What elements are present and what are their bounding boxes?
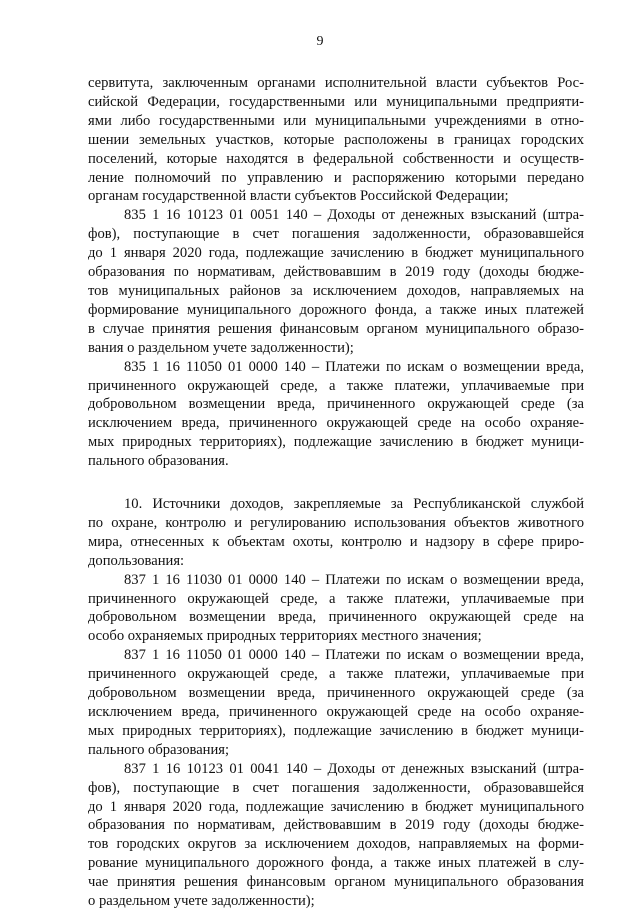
text-line: сийской Федерации, государственными или муниципальными предприяти- [88, 93, 584, 110]
text-line: образования по нормативам, действовавшим в 2019 году (доходы бюдже- [88, 264, 584, 281]
text-line: добровольном возмещении вреда, причиненного окружающей среде (за [88, 396, 584, 413]
text-line: мира, отнесенных к объектам охоты, контролю и надзору в сфере приро- [88, 533, 584, 550]
text-line: ление полномочий по управлению и распоряжению которыми передано [88, 169, 584, 186]
text-line: мых природных территориях), подлежащие зачислению в бюджет муници- [88, 434, 584, 451]
paragraph [88, 74, 584, 206]
text-line: допользования: [88, 552, 185, 569]
text-line: мых природных территориях), подлежащие зачислению в бюджет муници- [88, 722, 584, 739]
paragraph [88, 760, 584, 911]
text-line: добровольном возмещении вреда, причиненного окружающей среде (за [88, 685, 584, 702]
text-line: тов городских округов за исключением доходов, направляемых на форми- [88, 836, 584, 853]
text-line: причиненного окружающей среде, а также платежи, уплачиваемые при [88, 666, 584, 683]
paragraph [88, 358, 584, 471]
text-line: рование муниципального дорожного фонда, а также иных платежей в слу- [88, 855, 584, 872]
text-line: ями либо государственными или муниципальными учреждениями в отно- [88, 112, 584, 129]
text-line: 837 1 16 11050 01 0000 140 – Платежи по искам о возмещении вреда, [124, 647, 584, 664]
text-line: по охране, контролю и регулированию использования объектов животного [88, 514, 584, 531]
page-number: 9 [316, 34, 324, 49]
text-line: до 1 января 2020 года, подлежащие зачислению в бюджет муниципального [88, 798, 584, 815]
text-line: о раздельном учете задолженности); [88, 893, 315, 910]
text-line: пального образования; [88, 741, 230, 758]
text-line: 835 1 16 11050 01 0000 140 – Платежи по искам о возмещении вреда, [124, 358, 584, 375]
text-line: образования по нормативам, действовавшим в 2019 году (доходы бюдже- [88, 817, 584, 834]
paragraph [88, 206, 584, 357]
text-line: 10. Источники доходов, закрепляемые за Республиканской службой [124, 496, 584, 513]
text-line: пального образования. [88, 453, 229, 470]
paragraph-gap [88, 471, 584, 495]
text-line: чае принятия решения финансовым органом муниципального образования [88, 874, 584, 891]
paragraph [88, 646, 584, 759]
text-line: формирование муниципального дорожного фонда, а также иных платежей [88, 301, 584, 318]
text-line: поселений, которые находятся в федеральной собственности и осуществ- [88, 150, 584, 167]
text-line: фов), поступающие в счет погашения задолженности, образовавшейся [88, 226, 584, 243]
text-line: сервитута, заключенным органами исполнительной власти субъектов Рос- [88, 75, 584, 91]
text-line: 837 1 16 11030 01 0000 140 – Платежи по искам о возмещении вреда, [124, 571, 584, 588]
text-line: 835 1 16 10123 01 0051 140 – Доходы от денежных взысканий (штра- [124, 207, 584, 224]
paragraph [88, 495, 584, 571]
text-line: шении земельных участков, которые расположены в границах городских [88, 131, 584, 148]
document-body [88, 74, 584, 911]
text-line: исключением вреда, причиненного окружающей среде на особо охраняе- [88, 704, 584, 720]
text-line: причиненного окружающей среде, а также платежи, уплачиваемые при [88, 377, 584, 394]
text-line: особо охраняемых природных территориях местного значения; [88, 628, 482, 645]
text-line: причиненного окружающей среде, а также платежи, уплачиваемые при [88, 590, 584, 607]
text-line: тов муниципальных районов за исключением доходов, направляемых на [88, 282, 584, 299]
paragraph [88, 571, 584, 647]
text-line: органам государственной власти субъектов Российской Федерации; [88, 188, 509, 205]
text-line: вания о раздельном учете задолженности); [88, 339, 354, 356]
text-line: в случае принятия решения финансовым органом муниципального образо- [88, 320, 584, 337]
text-line: добровольном возмещении вреда, причиненного окружающей среде на [88, 609, 584, 626]
text-line: исключением вреда, причиненного окружающей среде на особо охраняе- [88, 415, 584, 432]
text-line: 837 1 16 10123 01 0041 140 – Доходы от денежных взысканий (штра- [124, 760, 584, 777]
text-line: фов), поступающие в счет погашения задолженности, образовавшейся [88, 779, 584, 796]
text-line: до 1 января 2020 года, подлежащие зачислению в бюджет муниципального [88, 245, 584, 262]
